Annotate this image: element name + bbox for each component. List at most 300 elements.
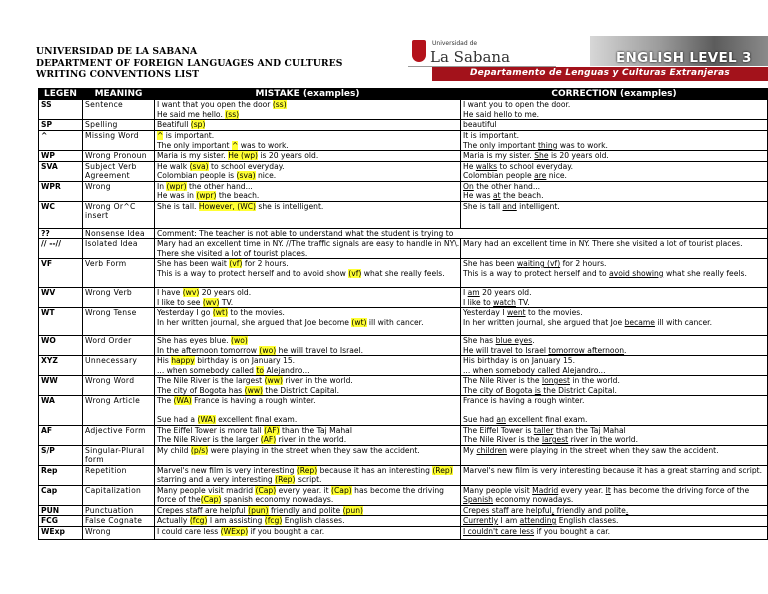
meaning-cell: Isolated Idea: [83, 239, 155, 259]
correction-line: [463, 202, 767, 212]
mistake-cell: [155, 308, 461, 336]
correction-line: [463, 386, 767, 396]
text-segment: excellent final exam.: [215, 415, 298, 424]
error-mark: (ss): [272, 100, 287, 109]
meaning-cell: Nonsense Idea: [83, 228, 155, 239]
mistake-line: [157, 426, 460, 436]
text-segment: Alejandro...: [264, 365, 310, 375]
correction-cell: [461, 425, 768, 445]
text-segment: is important.: [468, 131, 520, 140]
text-segment: The Nile River is the: [463, 376, 542, 385]
error-mark: (Rep): [296, 465, 318, 475]
text-segment: nice.: [255, 171, 277, 180]
text-segment: every year. it: [276, 485, 332, 495]
text-segment: to the movies.: [227, 308, 285, 317]
mistake-cell: [155, 527, 461, 540]
text-segment: The city of Bogota has: [157, 385, 245, 395]
mistake-line: [157, 298, 460, 308]
text-segment: My child: [157, 445, 191, 455]
error-mark: (WA): [173, 396, 192, 405]
text-segment: if you bought a car.: [534, 527, 611, 536]
text-segment: friendly and polite: [268, 505, 343, 515]
mistake-line: [157, 100, 460, 110]
mistake-cell: [155, 505, 461, 516]
meaning-cell: Unnecessary: [83, 356, 155, 376]
corrected-text: watch: [493, 297, 516, 307]
text-segment: what she really feels.: [663, 268, 747, 278]
error-mark: (wt): [351, 317, 367, 327]
correction-cell: [461, 201, 768, 228]
mistake-cell: [155, 465, 461, 485]
meaning-cell: Missing Word: [83, 131, 155, 151]
text-segment: Beatifull: [157, 120, 191, 129]
column-header-meaning: MEANING: [83, 89, 155, 100]
meaning-cell: Wrong Tense: [83, 308, 155, 336]
text-segment: Marvel's new film is very interesting: [157, 465, 297, 475]
table-row: [39, 181, 768, 201]
error-mark: However, (WC): [198, 201, 256, 211]
mistake-cell: [155, 228, 768, 239]
mistake-cell: [155, 485, 461, 505]
mistake-line: [157, 269, 460, 279]
mistake-line: [157, 516, 460, 526]
correction-line: [463, 406, 767, 416]
text-segment: is 20 years old.: [548, 151, 609, 160]
correction-cell: [461, 396, 768, 426]
error-mark: (wo): [259, 345, 277, 355]
mistake-cell: [155, 151, 461, 162]
correction-line: [463, 318, 767, 328]
text-segment: In: [157, 181, 167, 191]
meaning-cell: Word Order: [83, 336, 155, 356]
mistake-line: [157, 376, 460, 386]
correction-line: [463, 141, 767, 151]
text-segment: Yesterday I: [463, 308, 507, 317]
meaning-cell: Repetition: [83, 465, 155, 485]
text-segment: every year.: [558, 485, 606, 495]
correction-cell: [461, 465, 768, 485]
mistake-cell: [155, 396, 461, 426]
text-segment: She has: [463, 336, 496, 345]
text-segment: he will travel to Israel.: [276, 345, 364, 355]
mistake-line: [157, 239, 460, 258]
error-mark: He (wp): [228, 151, 258, 160]
text-segment: He was in: [157, 191, 197, 200]
text-segment: birthday is on January 15.: [194, 356, 296, 365]
correction-line: [463, 182, 767, 192]
logo-univ-small: Universidad de: [432, 40, 478, 47]
logo-level: ENGLISH LEVEL 3: [616, 50, 752, 66]
table-row: [39, 505, 768, 516]
mistake-line: [157, 131, 460, 141]
text-segment: to school everyday.: [208, 161, 285, 171]
correction-line: [463, 466, 767, 476]
mistake-line: [157, 386, 460, 396]
document-title: WRITING CONVENTIONS LIST: [36, 69, 200, 81]
department-band: [432, 67, 768, 81]
text-segment: I like to: [463, 297, 494, 307]
correction-line: [463, 396, 767, 406]
correction-cell: [461, 161, 768, 181]
correction-cell: [461, 259, 768, 288]
meaning-cell: Adjective Form: [83, 425, 155, 445]
table-row: [39, 356, 768, 376]
mistake-cell: [155, 201, 461, 228]
text-segment: The Eiffel Tower is more tall: [157, 425, 265, 435]
error-mark: (sp): [190, 120, 206, 129]
mistake-line: [157, 396, 460, 406]
corrected-text: am: [467, 288, 480, 297]
text-segment: Colombian people: [463, 171, 535, 180]
text-segment: In her written journal, she argued that Joe: [463, 317, 625, 327]
legend-code: AF: [39, 425, 83, 445]
correction-cell: [461, 527, 768, 540]
text-segment: My: [463, 445, 477, 455]
text-segment: ill with cancer.: [654, 317, 712, 327]
text-segment: I could care less: [157, 527, 221, 536]
corrected-text: ,: [551, 505, 555, 515]
text-segment: TV.: [219, 297, 234, 307]
error-mark: (vf): [348, 268, 362, 278]
table-row: [39, 425, 768, 445]
text-segment: ill with cancer.: [366, 317, 424, 327]
text-segment: Mary had an excellent time in NY. //The traffic signals are easy to handle in NY\. There she visited a lot of tourist places.: [157, 239, 460, 258]
legend-code: SS: [39, 100, 83, 120]
legend-code: WT: [39, 308, 83, 336]
correction-cell: [461, 151, 768, 162]
table-row: [39, 131, 768, 151]
text-segment: the District Capital.: [540, 385, 617, 395]
meaning-cell: Verb Form: [83, 259, 155, 288]
legend-code: ??: [39, 228, 83, 239]
text-segment: Crepes staff are helpful: [463, 505, 552, 515]
correction-cell: [461, 356, 768, 376]
text-segment: were playing in the street when they saw the accident.: [506, 445, 719, 455]
correction-cell: [461, 288, 768, 308]
text-segment: ... when somebody called Alejandro...: [463, 365, 606, 375]
meaning-cell: Wrong Or^C insert: [83, 201, 155, 228]
table-header-row: [39, 89, 768, 100]
meaning-cell: Sentence: [83, 100, 155, 120]
mistake-line: [157, 229, 767, 239]
corrected-text: It: [605, 485, 611, 495]
error-mark: (fcg): [264, 516, 283, 525]
corrected-text: taller: [533, 425, 554, 435]
mistake-cell: [155, 161, 461, 181]
text-segment: Sue had a: [157, 415, 198, 424]
error-mark: (ss): [225, 109, 240, 119]
text-segment: This is a way to protect herself and to: [463, 268, 610, 278]
text-segment: Marvel's new film is very interesting because it has a great starring and script.: [463, 465, 763, 475]
corrected-text: an: [496, 415, 506, 424]
correction-line: [463, 259, 767, 269]
text-segment: It: [463, 131, 469, 140]
corrected-text: children: [476, 445, 507, 455]
correction-line: [463, 288, 767, 298]
text-segment: than the Taj Mahal: [553, 425, 626, 435]
mistake-line: [157, 466, 460, 485]
correction-cell: [461, 445, 768, 465]
error-mark: to: [256, 365, 265, 375]
text-segment: She is tall: [463, 201, 503, 211]
legend-code: SP: [39, 120, 83, 131]
text-segment: script.: [295, 475, 322, 484]
text-segment: She has been: [463, 259, 517, 268]
text-segment: river in the world.: [276, 435, 347, 444]
mistake-line: [157, 162, 460, 172]
mistake-line: [157, 151, 460, 161]
error-mark: (Rep): [432, 465, 453, 475]
text-segment: The: [157, 396, 174, 405]
corrected-text: at: [493, 191, 501, 200]
correction-cell: [461, 336, 768, 356]
text-segment: She has been wait: [157, 259, 230, 268]
text-segment: Actually: [157, 516, 190, 525]
legend-code: FCG: [39, 516, 83, 527]
correction-cell: [461, 100, 768, 120]
text-segment: TV.: [515, 297, 530, 307]
text-segment: river in the world.: [568, 435, 639, 444]
correction-line: [463, 376, 767, 386]
text-segment: Comment: The teacher is not able to understand what the student is trying to: [157, 228, 454, 238]
corrected-text: are: [534, 171, 547, 180]
corrected-text: waiting (vf): [516, 259, 561, 268]
correction-line: [463, 516, 767, 526]
legend-code: WO: [39, 336, 83, 356]
correction-cell: [461, 505, 768, 516]
mistake-line: [157, 259, 460, 269]
text-segment: because it has an interesting: [317, 465, 433, 475]
correction-cell: [461, 308, 768, 336]
text-segment: The Nile River is the: [463, 435, 542, 444]
column-header-mistake: MISTAKE (examples): [155, 89, 461, 100]
legend-code: SVA: [39, 161, 83, 181]
mistake-cell: [155, 376, 461, 396]
corrected-text: walks: [475, 161, 498, 171]
correction-line: [463, 486, 767, 505]
text-segment: 20 years old.: [199, 288, 252, 297]
corrected-text: and: [502, 201, 517, 211]
corrected-text: attending: [519, 516, 557, 525]
text-segment: than the Taj Mahal: [279, 425, 352, 435]
mistake-line: [157, 308, 460, 318]
text-segment: English classes.: [556, 516, 619, 525]
correction-line: [463, 308, 767, 318]
error-mark: (ww): [244, 385, 264, 395]
correction-line: [463, 110, 767, 120]
table-row: [39, 120, 768, 131]
mistake-cell: [155, 288, 461, 308]
correction-cell: [461, 516, 768, 527]
table-row: [39, 161, 768, 181]
mistake-cell: [155, 131, 461, 151]
text-segment: He will travel to Israel: [463, 345, 549, 355]
table-row: [39, 201, 768, 228]
meaning-cell: Punctuation: [83, 505, 155, 516]
meaning-cell: Wrong Article: [83, 396, 155, 426]
corrected-text: largest: [541, 435, 569, 444]
text-segment: nice.: [546, 171, 567, 180]
column-header-legend: LEGEN: [39, 89, 83, 100]
text-segment: The Nile River is the largest: [157, 376, 265, 385]
text-segment: to the movies.: [525, 308, 583, 317]
error-mark: (Cap): [255, 485, 277, 495]
text-segment: economy nowadays.: [493, 495, 574, 504]
text-segment: He walk: [157, 161, 190, 171]
error-mark: (wv): [182, 288, 200, 297]
mistake-cell: [155, 425, 461, 445]
text-segment: friendly and polite: [554, 505, 626, 515]
legend-code: WW: [39, 376, 83, 396]
mistake-cell: [155, 259, 461, 288]
table-row: [39, 527, 768, 540]
text-segment: in the world.: [569, 376, 620, 385]
text-segment: I am: [498, 516, 520, 525]
university-shield-icon: [412, 40, 426, 62]
correction-line: [463, 435, 767, 445]
meaning-cell: False Cognate: [83, 516, 155, 527]
department-band-text: Departamento de Lenguas y Culturas Extranjeras: [470, 68, 730, 78]
text-segment: 20 years old.: [479, 288, 532, 297]
table-row: [39, 465, 768, 485]
corrected-text: Currently: [463, 516, 499, 525]
text-segment: intelligent.: [516, 201, 560, 211]
table-row: [39, 151, 768, 162]
text-segment: .: [624, 345, 627, 355]
error-mark: (wpr): [196, 191, 217, 200]
text-segment: Crepes staff are helpful: [157, 505, 249, 515]
legend-code: PUN: [39, 505, 83, 516]
correction-cell: [461, 376, 768, 396]
text-segment: Sue had: [463, 415, 497, 424]
mistake-cell: [155, 445, 461, 465]
meaning-cell: Spelling: [83, 120, 155, 131]
mistake-line: [157, 141, 460, 151]
corrected-text: went: [506, 308, 526, 317]
error-mark: (AF): [264, 425, 280, 435]
error-mark: (AF): [260, 435, 277, 444]
correction-line: [463, 239, 767, 249]
text-segment: Many people visit: [463, 485, 533, 495]
legend-code: WC: [39, 201, 83, 228]
table-row: [39, 239, 768, 259]
text-segment: In her written journal, she argued that Joe become: [157, 317, 352, 327]
correction-cell: [461, 181, 768, 201]
error-mark: happy: [171, 356, 195, 365]
correction-line: [463, 426, 767, 436]
correction-line: [463, 298, 767, 308]
meaning-cell: Wrong: [83, 527, 155, 540]
table-row: [39, 259, 768, 288]
error-mark: (fcg): [189, 516, 208, 525]
correction-line: [463, 131, 767, 141]
mistake-cell: [155, 120, 461, 131]
mistake-line: [157, 191, 460, 201]
text-segment: the District Capital.: [263, 385, 340, 395]
text-segment: The only important: [157, 140, 232, 150]
error-mark: ^: [157, 131, 164, 140]
correction-line: [463, 151, 767, 161]
text-segment: He said hello to me.: [463, 109, 540, 119]
mistake-cell: [155, 239, 461, 259]
meaning-cell: Wrong: [83, 181, 155, 201]
correction-line: [463, 506, 767, 516]
text-segment: the beach.: [216, 191, 260, 200]
error-mark: (vf): [229, 259, 243, 268]
table-row: [39, 516, 768, 527]
text-segment: In the afternoon tomorrow: [157, 345, 260, 355]
mistake-line: [157, 366, 460, 376]
legend-code: Rep: [39, 465, 83, 485]
mistake-line: [157, 346, 460, 356]
error-mark: (Cap): [331, 485, 352, 495]
conventions-table: [38, 88, 768, 540]
mistake-cell: [155, 336, 461, 356]
mistake-line: [157, 182, 460, 192]
text-segment: I want that you open the door: [157, 100, 273, 109]
document-header: [36, 46, 343, 81]
correction-line: [463, 346, 767, 356]
text-segment: Many people visit madrid: [157, 485, 256, 495]
text-segment: I am assisting: [207, 516, 265, 525]
corrected-text: tomorrow afternoon: [548, 345, 625, 355]
legend-code: WA: [39, 396, 83, 426]
text-segment: was to work.: [238, 140, 289, 150]
mistake-line: [157, 110, 460, 120]
correction-line: [463, 366, 767, 376]
text-segment: The Eiffel Tower is: [463, 425, 534, 435]
table-row: [39, 445, 768, 465]
mistake-line: [157, 202, 460, 212]
text-segment: The Nile River is the larger: [157, 435, 261, 444]
corrected-text: blue eyes: [495, 336, 533, 345]
correction-line: [463, 415, 767, 425]
text-segment: His birthday is on January 15.: [463, 356, 576, 365]
error-mark: (wo): [231, 336, 248, 345]
mistake-cell: [155, 181, 461, 201]
text-segment: I have: [157, 288, 183, 297]
mistake-cell: [155, 100, 461, 120]
text-segment: ... when somebody called: [157, 365, 257, 375]
table-row: [39, 396, 768, 426]
mistake-line: [157, 486, 460, 505]
mistake-line: [157, 527, 460, 537]
mistake-line: [157, 356, 460, 366]
correction-line: [463, 269, 767, 279]
table-row: [39, 485, 768, 505]
legend-code: WV: [39, 288, 83, 308]
text-segment: His: [157, 356, 172, 365]
table-body: [39, 100, 768, 540]
text-segment: has become the driving force of the: [610, 485, 750, 495]
correction-line: [463, 191, 767, 201]
text-segment: Maria is my sister.: [157, 151, 229, 160]
meaning-cell: Wrong Pronoun: [83, 151, 155, 162]
legend-code: S/P: [39, 445, 83, 465]
text-segment: was to work.: [557, 140, 608, 150]
table-row: [39, 376, 768, 396]
error-mark: (Cap): [200, 495, 222, 504]
text-segment: starring and a very interesting: [157, 475, 276, 484]
text-segment: has become the driving force of the: [157, 485, 444, 504]
text-segment: the other hand...: [186, 181, 253, 191]
corrected-text: is: [534, 385, 541, 395]
text-segment: .: [532, 336, 535, 345]
table-row: [39, 288, 768, 308]
error-mark: ^: [231, 140, 239, 150]
correction-line: [463, 527, 767, 537]
correction-line: [463, 446, 767, 456]
